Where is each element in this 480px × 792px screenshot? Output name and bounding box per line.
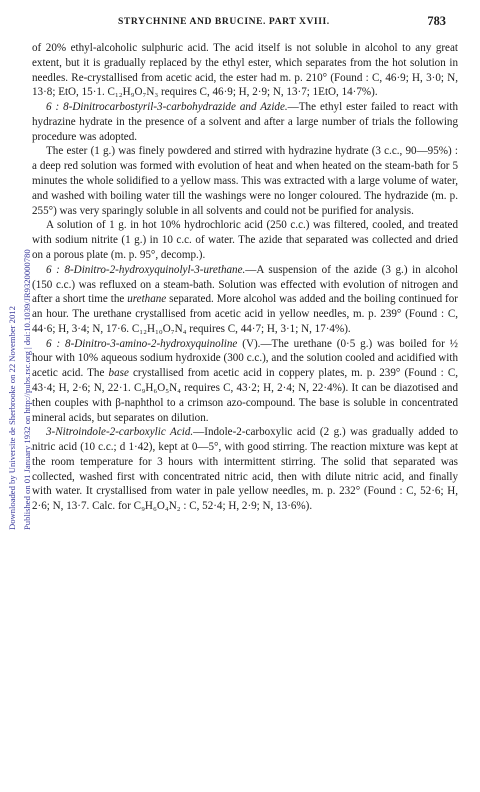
paragraph-hydrazide-heading [32, 100, 458, 144]
paragraph-text: —The ethyl ester failed to react with hydrazine hydrate in the presence of a solvent and after a large number of trials the following procedure was adopted. [32, 101, 458, 143]
published-notice[interactable]: Published on 01 January 1932 on http://pubs.rsc.org | doi:10.1039/JR9320000780 [22, 249, 32, 530]
compound-title-nitroindole: 3-Nitroindole-2-carboxylic Acid. [46, 426, 194, 439]
inline-italic: base [108, 367, 129, 380]
page-header [0, 16, 480, 36]
paragraph-text: —A suspension of the azide (3 g.) in alcohol (150 c.c.) was refluxed on a steam-bath. Solution was effected with evolution of nitrogen and after a short time the [32, 263, 458, 306]
paragraph-azide-prep: A solution of 1 g. in hot 10% hydrochloric acid (250 c.c.) was filtered, cooled, and treated with sodium nitrite (1 g.) in 10 c.c. of water. The azide that separated was collected and dried on a porous plate (m. p. 95°, decomp.). [32, 219, 458, 261]
page-number: 783 [427, 14, 446, 28]
paragraph-hydrazide-prep: The ester (1 g.) was finely powdered and stirred with hydrazine hydrate (3 c.c., 90—95%) : a deep red solution was formed with evolution of heat and when heated on the steam-bath for 5 minutes the whole solidified to a yellow mass. This was extracted with a large volume of water, and washed with boiling water till the washings were no longer coloured. The hydrazide (m. p. 255°) was very sparingly soluble in all solvents and could not be purified for analysis. [32, 145, 458, 217]
downloaded-notice[interactable]: Downloaded by Universite de Sherbrooke on 22 November 2012 [7, 306, 17, 530]
paragraph-amino-quinoline [32, 337, 458, 426]
paragraph-text: crystallised from acetic acid in coppery plates, m. p. 239° (Found : C, 43·4; H, 2·6; N, 22·1. C₉H₆O₅N₄ requires C, 43·2; H, 2·4; N, 22·4%). It can be diazotised and then couples with β-naphthol to a crimson azo-compound. The base is soluble in concentrated mineral acids, but separates on dilution. [32, 367, 458, 424]
compound-title-amino: 6 : 8-Dinitro-3-amino-2-hydroxyquinoline [46, 337, 238, 350]
paragraph-text: separated. More alcohol was added and the boiling continued for an hour. The urethane crystallised from acetic acid in yellow needles, m. p. 239° (Found : C, 44·6; H, 3·4; N, 17·6. C₁₂H₁₀O₇N₄ requires C, 44·7; H, 3·1; N, 17·4%). [32, 293, 458, 335]
paragraph-text: —Indole-2-carboxylic acid (2 g.) was gradually added to nitric acid (10 c.c.; d 1·42), kept at 0—5°, with good stirring. The reaction mixture was kept at the room temperature for 3 hours with intermittent stirring. The solid that separated was collected, washed first with concentrated nitric acid, then with dilute nitric acid, and finally with water. It crystallised from water in pale yellow needles, m. p. 232° (Found : C, 52·6; H, 2·6; N, 13·7. Calc. for C₉H₆O₄N₂ : C, 52·4; H, 2·9; N, 13·6%). [32, 426, 458, 513]
running-head: STRYCHNINE AND BRUCINE. PART XVIII. [118, 16, 330, 27]
compound-title-hydrazide: 6 : 8-Dinitrocarbostyril-3-carbohydrazide and Azide. [46, 101, 288, 114]
article-body [32, 41, 458, 514]
inline-italic: urethane [127, 293, 167, 306]
paragraph-urethane [32, 263, 458, 337]
paragraph-ester-continuation: of 20% ethyl-alcoholic sulphuric acid. The acid itself is not soluble in alcohol to any great extent, but it is gradually replaced by the ethyl ester, which separates from the hot solution in needles. Re-crystallised from acetic acid, the ester had m. p. 210° (Found : C, 46·9; H, 3·0; N, 13·8; EtO, 15·1. C₁₂H₉O₇N₃ requires C, 46·9; H, 2·9; N, 13·7; 1EtO, 14·7%). [32, 42, 458, 99]
paragraph-nitroindole [32, 425, 458, 514]
compound-title-urethane: 6 : 8-Dinitro-2-hydroxyquinolyl-3-urethane. [46, 263, 246, 276]
paragraph-text: (V).—The urethane (0·5 g.) was boiled for ½ hour with 10% aqueous sodium hydroxide (300 c.c.), and the solution cooled and acidified with acetic acid. The [32, 337, 458, 380]
